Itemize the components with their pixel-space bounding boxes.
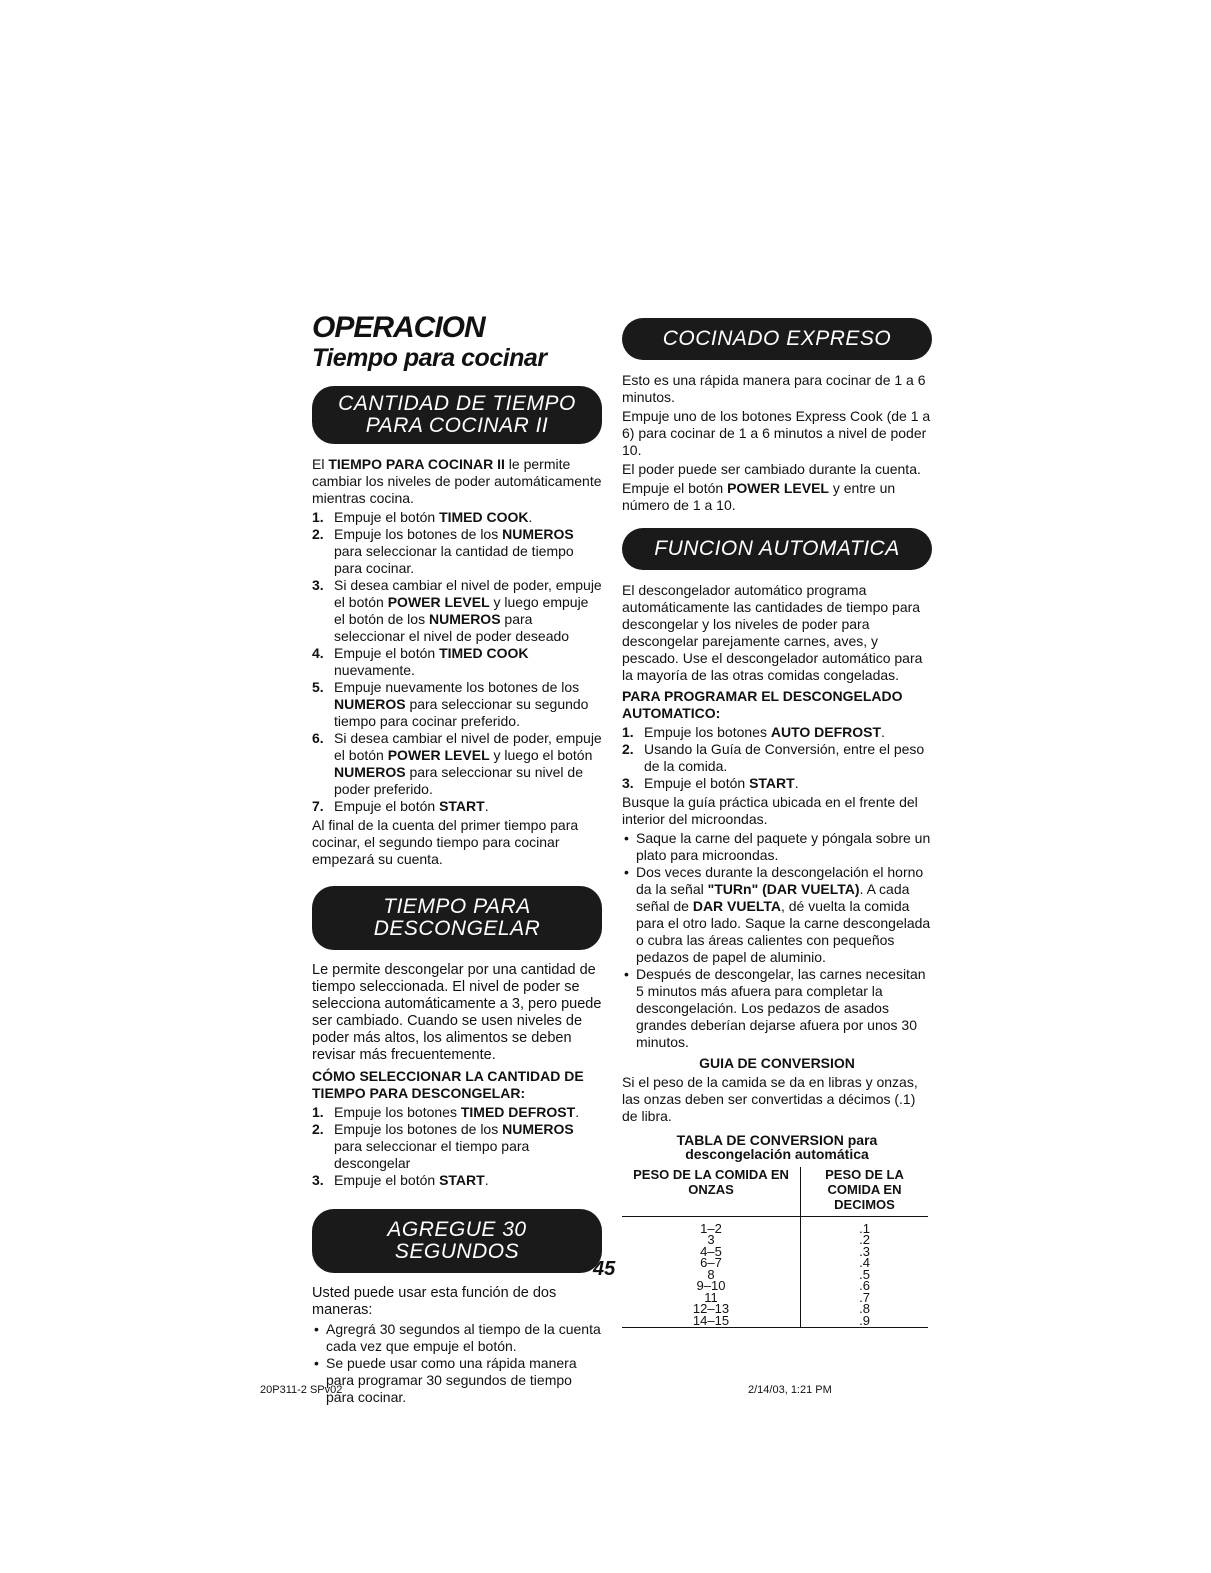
list-item: 1. Empuje los botones AUTO DEFROST. xyxy=(622,724,885,740)
expreso-para-1: Esto es una rápida manera para cocinar de 1 a 6 minutos. xyxy=(622,372,926,405)
table-row: 11 .7 xyxy=(622,1292,928,1304)
conversion-guide-text: Si el peso de la camida se da en libras y onzas, las onzas deben ser convertidas a décimos (.1) de libra. xyxy=(622,1074,918,1124)
section-heading-cantidad: CANTIDAD DE TIEMPO PARA COCINAR II xyxy=(312,386,602,444)
list-item: 4. Empuje el botón TIMED COOK nuevamente. xyxy=(312,645,529,678)
automatica-intro: El descongelador automático programa automáticamente las cantidades de tiempo para descongelar y los niveles de poder para descongelar parejamente carnes, aves, y pescado. Use el descongelador automático para la mayoría de las otras comidas congeladas. xyxy=(622,582,923,683)
section-heading-descongelar: TIEMPO PARA DESCONGELAR xyxy=(312,886,602,950)
expreso-para-2: Empuje uno de los botones Express Cook (de 1 a 6) para cocinar de 1 a 6 minutos a nivel de poder 10. xyxy=(622,408,931,458)
left-column xyxy=(312,312,602,1416)
page-title: OPERACION xyxy=(312,311,485,344)
table-row: 1–2 .1 xyxy=(622,1223,928,1235)
right-column xyxy=(622,318,932,1338)
descongelar-intro: Le permite descongelar por una cantidad de tiempo seleccionada. El nivel de poder se selecciona automáticamente a 3, pero puede ser cambiado. Cuando se usen niveles de poder más altos, los alimentos se deben revisar más frecuentemente. xyxy=(312,962,602,1063)
descongelar-steps xyxy=(312,1104,602,1189)
page-number: 45 xyxy=(593,1258,616,1280)
section-heading-agregue: AGREGUE 30 SEGUNDOS xyxy=(312,1209,602,1273)
list-item: • Después de descongelar, las carnes necesitan 5 minutos más afuera para completar la descongelación. Los pedazos de asados grandes deberían dejarse afuera por unos 30 minutos. xyxy=(622,966,932,1051)
agregue-bullets xyxy=(312,1321,602,1406)
section-cantidad xyxy=(312,386,602,868)
expreso-para-4: Empuje el botón POWER LEVEL y entre un número de 1 a 10. xyxy=(622,480,896,513)
list-item: 6. Si desea cambiar el nivel de poder, empuje el botón POWER LEVEL y luego el botón NUMEROS para seleccionar su nivel de poder preferido. xyxy=(312,730,602,797)
table-row: 3 .2 xyxy=(622,1234,928,1246)
section-descongelar xyxy=(312,886,602,1189)
list-item: 7. Empuje el botón START. xyxy=(312,798,489,814)
column-header-tenths: PESO DE LA COMIDA EN DECIMOS xyxy=(825,1167,904,1212)
list-item: 2. Usando la Guía de Conversión, entre el peso de la comida. xyxy=(622,741,925,774)
table-row: 9–10 .6 xyxy=(622,1280,928,1292)
automatica-steps xyxy=(622,724,932,792)
cantidad-intro: El TIEMPO PARA COCINAR II le permite cambiar los niveles de poder automáticamente mientras cocina. xyxy=(312,456,602,506)
list-item: 3. Si desea cambiar el nivel de poder, empuje el botón POWER LEVEL y luego empuje el botón de los NUMEROS para seleccionar el nivel de poder deseado xyxy=(312,577,602,644)
table-row: 8 .5 xyxy=(622,1269,928,1281)
cantidad-closing: Al final de la cuenta del primer tiempo para cocinar, el segundo tiempo para cocinar empezará su cuenta. xyxy=(312,817,579,867)
section-expreso xyxy=(622,318,932,514)
descongelar-how-heading: CÓMO SELECCIONAR LA CANTIDAD DE TIEMPO PARA DESCONGELAR: xyxy=(312,1068,584,1101)
list-item: 1. Empuje los botones TIMED DEFROST. xyxy=(312,1104,580,1120)
footer-timestamp: 2/14/03, 1:21 PM xyxy=(748,1384,832,1396)
agregue-intro: Usted puede usar esta función de dos maneras: xyxy=(312,1285,557,1318)
conversion-guide-heading: GUIA DE CONVERSION xyxy=(699,1055,855,1071)
list-item: • Agregrá 30 segundos al tiempo de la cuenta cada vez que empuje el botón. xyxy=(312,1321,602,1355)
section-automatica xyxy=(622,528,932,1328)
conversion-table xyxy=(622,1167,928,1328)
footer-document-code: 20P311-2 SPv02 xyxy=(260,1384,343,1396)
cantidad-steps xyxy=(312,509,602,815)
table-row: 12–13 .8 xyxy=(622,1303,928,1315)
list-item: 3. Empuje el botón START. xyxy=(312,1172,489,1188)
list-item: 2. Empuje los botones de los NUMEROS para seleccionar el tiempo para descongelar xyxy=(312,1121,574,1171)
conversion-table-title: TABLA DE CONVERSION para descongelación automática xyxy=(676,1132,878,1162)
automatica-bullets xyxy=(622,830,932,1051)
automatica-prog-heading: PARA PROGRAMAR EL DESCONGELADO AUTOMATICO: xyxy=(622,688,903,721)
list-item: 2. Empuje los botones de los NUMEROS para seleccionar la cantidad de tiempo para cocinar. xyxy=(312,526,574,576)
list-item: 5. Empuje nuevamente los botones de los NUMEROS para seleccionar su segundo tiempo para cocinar preferido. xyxy=(312,679,589,729)
page-subtitle: Tiempo para cocinar xyxy=(312,344,547,372)
table-row: 14–15 .9 xyxy=(622,1315,928,1328)
column-header-ounces: PESO DE LA COMIDA EN ONZAS xyxy=(622,1167,801,1217)
automatica-guide-text: Busque la guía práctica ubicada en el frente del interior del microondas. xyxy=(622,794,918,827)
list-item: • Saque la carne del paquete y póngala sobre un plato para microondas. xyxy=(622,830,932,864)
section-heading-automatica: FUNCION AUTOMATICA xyxy=(622,528,932,570)
list-item: • Dos veces durante la descongelación el horno da la señal "TURn" (DAR VUELTA). A cada señal de DAR VUELTA, dé vuelta la comida para el otro lado. Saque la carne descongelada o cubra las áreas calientes con pequeños pedazos de papel de aluminio. xyxy=(622,864,932,966)
section-heading-expreso: COCINADO EXPRESO xyxy=(622,318,932,360)
table-row: 4–5 .3 xyxy=(622,1246,928,1258)
list-item: • Se puede usar como una rápida manera para programar 30 segundos de tiempo para cocinar. xyxy=(312,1355,602,1406)
section-agregue xyxy=(312,1209,602,1406)
table-row: 6–7 .4 xyxy=(622,1257,928,1269)
expreso-para-3: El poder puede ser cambiado durante la cuenta. xyxy=(622,461,921,477)
list-item: 3. Empuje el botón START. xyxy=(622,775,799,791)
list-item: 1. Empuje el botón TIMED COOK. xyxy=(312,509,533,525)
